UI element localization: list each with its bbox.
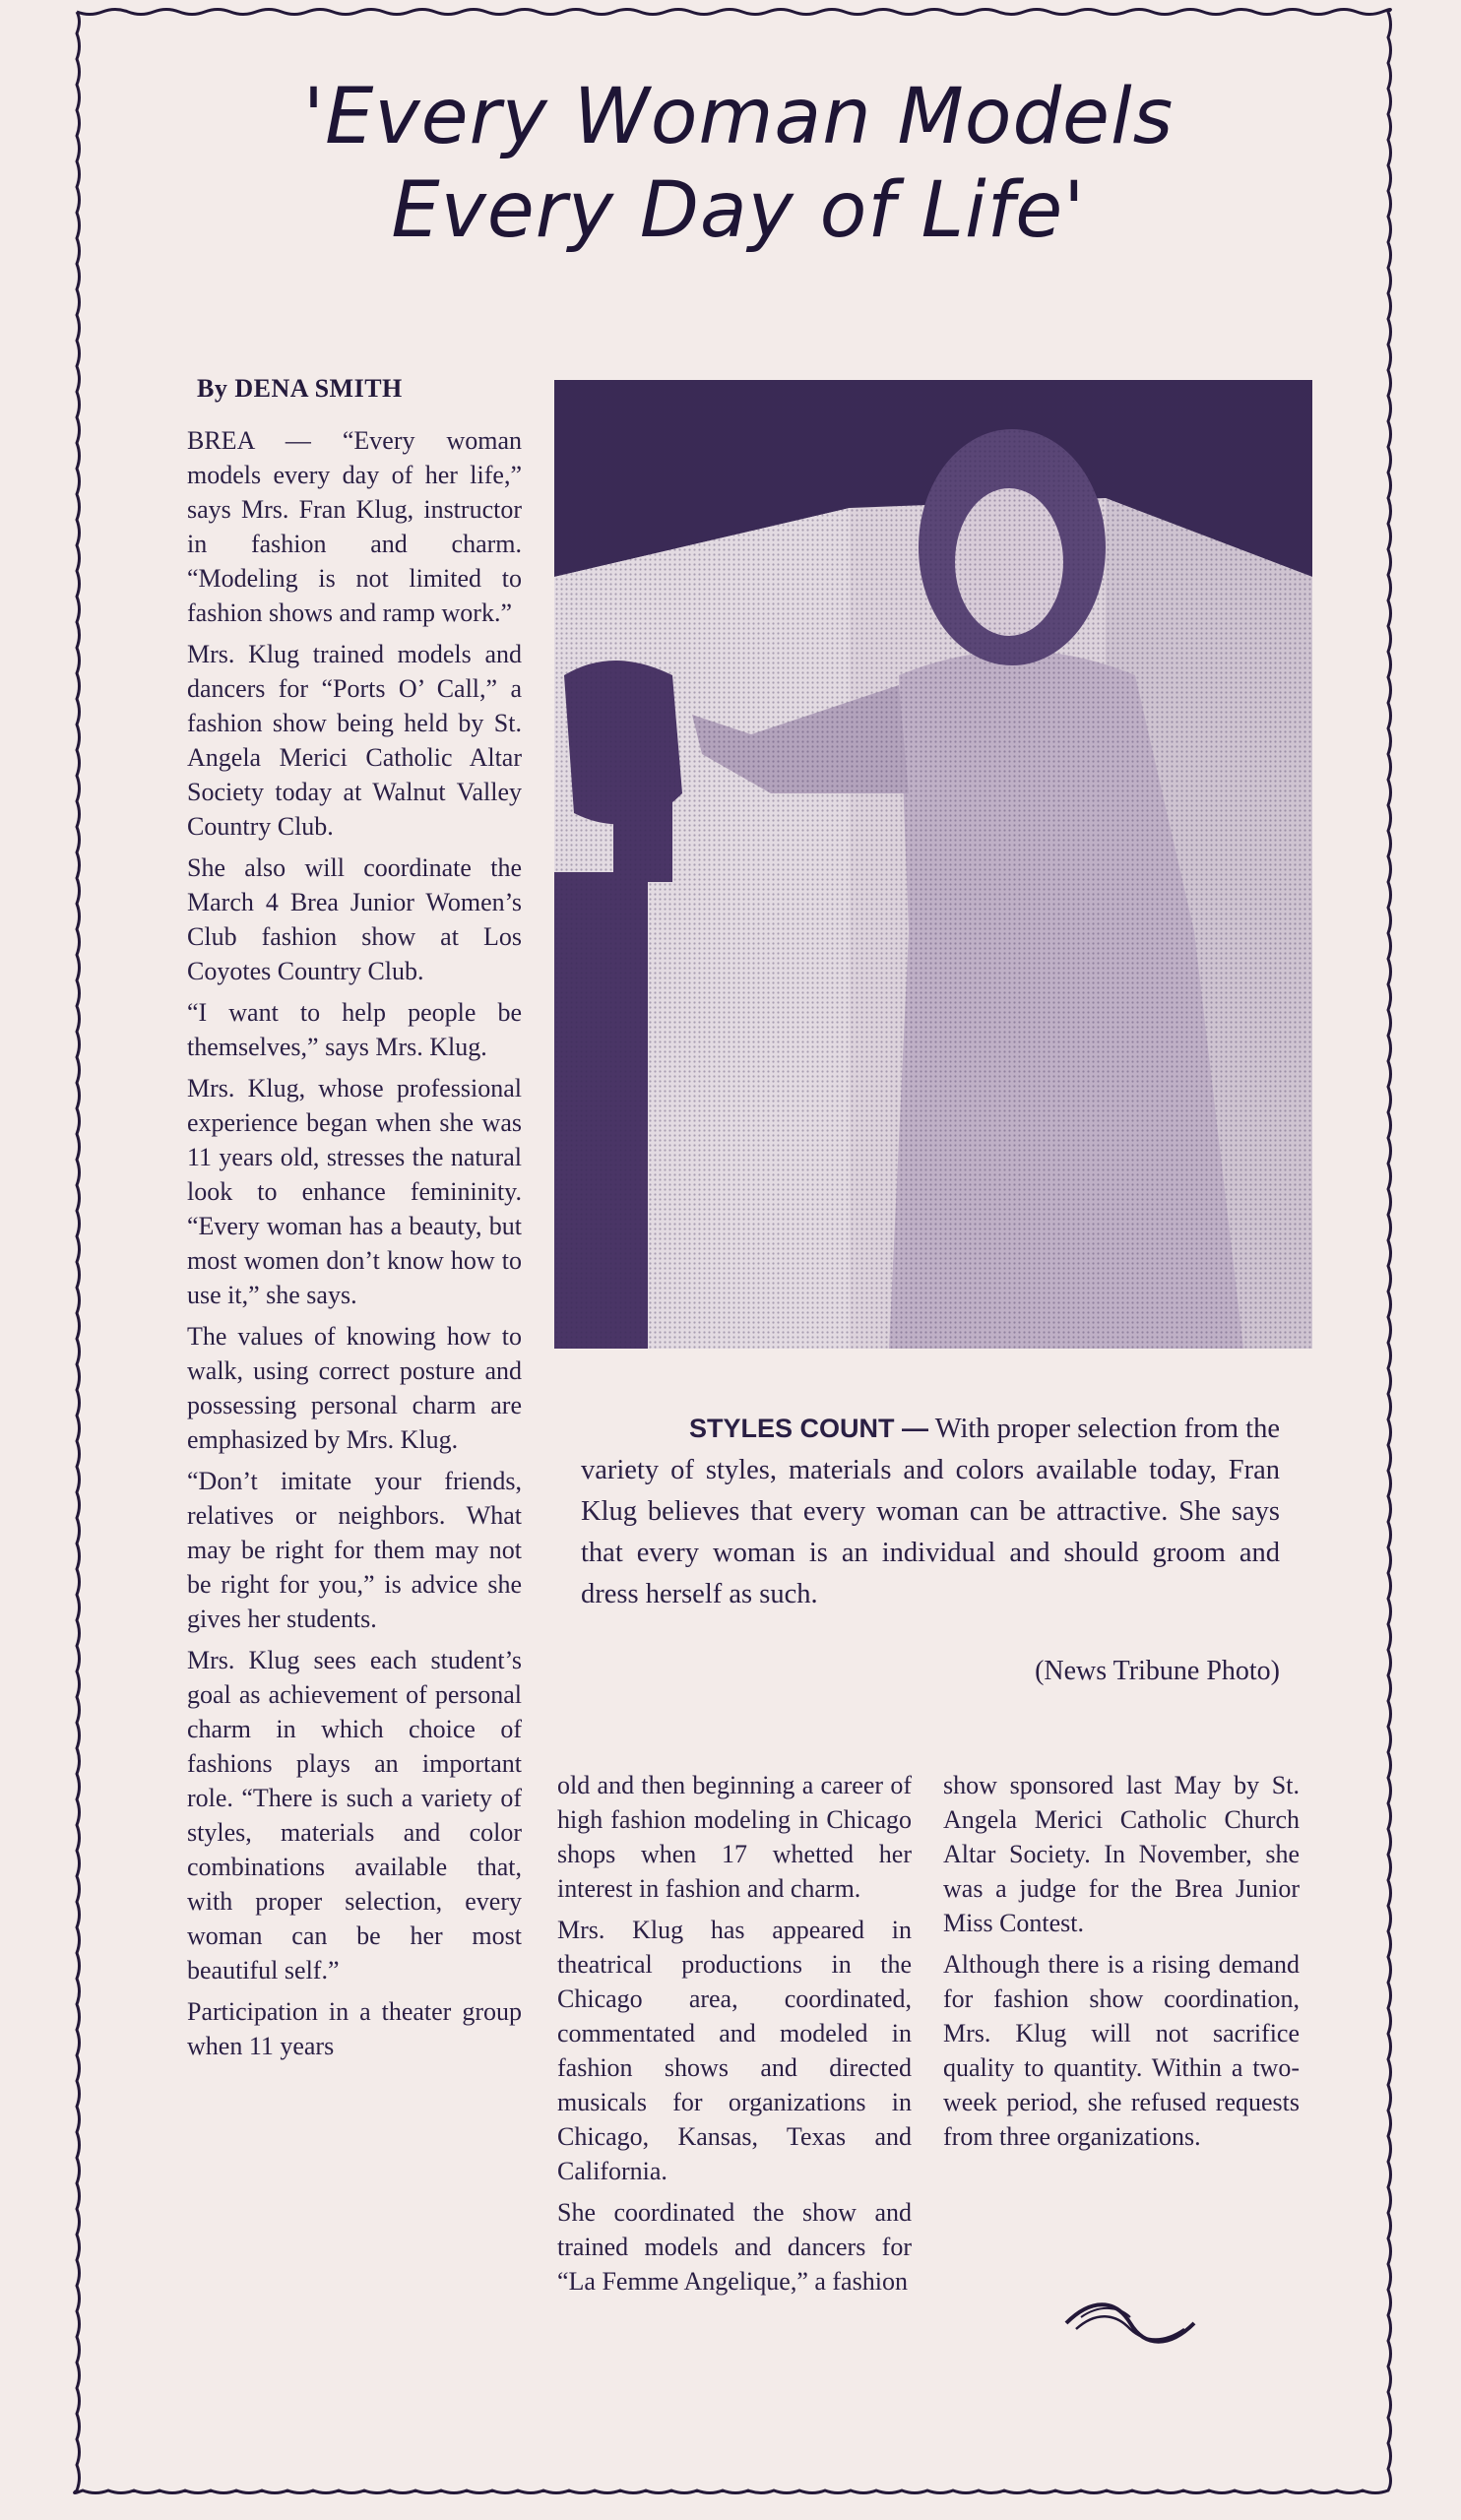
article-column-2	[557, 1768, 912, 2305]
headline-line-2: Every Day of Life'	[391, 166, 1086, 256]
paragraph: She also will coordinate the March 4 Brea Junior Women’s Club fashion show at Los Coyotes Country Club.	[187, 853, 522, 985]
article-column-3	[943, 1768, 1300, 2161]
paragraph: Although there is a rising demand for fashion show coordination, Mrs. Klug will not sacrifice quality to quantity. Within a two-week period, she refused requests from three organizations.	[943, 1950, 1300, 2151]
headline-line-1: 'Every Woman Models	[302, 73, 1175, 161]
article-column-1	[187, 423, 522, 2070]
end-ornament-icon	[1061, 2294, 1199, 2353]
byline: By DENA SMITH	[197, 374, 403, 403]
caption-text: With proper selection from the variety of styles, materials and colors available today, Fran Klug believes that every woman can be attractive. She says that every woman is an individual and should groom and dress herself as such.	[581, 1414, 1280, 1609]
photo-credit: (News Tribune Photo)	[1035, 1656, 1280, 1686]
paragraph: BREA — “Every woman models every day of her life,” says Mrs. Fran Klug, instructor in fashion and charm. “Modeling is not limited to fashion shows and ramp work.”	[187, 426, 522, 627]
news-photo	[554, 380, 1312, 1349]
paragraph: The values of knowing how to walk, using correct posture and possessing personal charm are emphasized by Mrs. Klug.	[187, 1322, 522, 1454]
paragraph: Mrs. Klug sees each student’s goal as achievement of personal charm in which choice of fashions plays an important role. “There is such a variety of styles, materials and color combinations available that, with proper selection, every woman can be her most beautiful self.”	[187, 1646, 522, 1984]
caption-lead: STYLES COUNT —	[689, 1414, 929, 1443]
paragraph: She coordinated the show and trained models and dancers for “La Femme Angelique,” a fashion	[557, 2198, 912, 2296]
paragraph: Mrs. Klug trained models and dancers for “Ports O’ Call,” a fashion show being held by St. Angela Merici Catholic Altar Society today at Walnut Valley Country Club.	[187, 640, 522, 841]
paragraph: show sponsored last May by St. Angela Merici Catholic Church Altar Society. In November, she was a judge for the Brea Junior Miss Contest.	[943, 1771, 1300, 1937]
paragraph: “I want to help people be themselves,” says Mrs. Klug.	[187, 998, 522, 1061]
paragraph: “Don’t imitate your friends, relatives or neighbors. What may be right for them may not be right for you,” is advice she gives her students.	[187, 1467, 522, 1633]
paragraph: Mrs. Klug has appeared in theatrical productions in the Chicago area, coordinated, commentated and modeled in fashion shows and directed musicals for organizations in Chicago, Kansas, Texas and California.	[557, 1916, 912, 2185]
paragraph: Participation in a theater group when 11 years	[187, 1997, 522, 2060]
headline	[148, 71, 1329, 258]
paragraph: old and then beginning a career of high fashion modeling in Chicago shops when 17 whetted her interest in fashion and charm.	[557, 1771, 912, 1903]
photo-caption	[581, 1408, 1280, 1615]
paragraph: Mrs. Klug, whose professional experience began when she was 11 years old, stresses the natural look to enhance femininity. “Every woman has a beauty, but most women don’t know how to use it,” she says.	[187, 1074, 522, 1309]
